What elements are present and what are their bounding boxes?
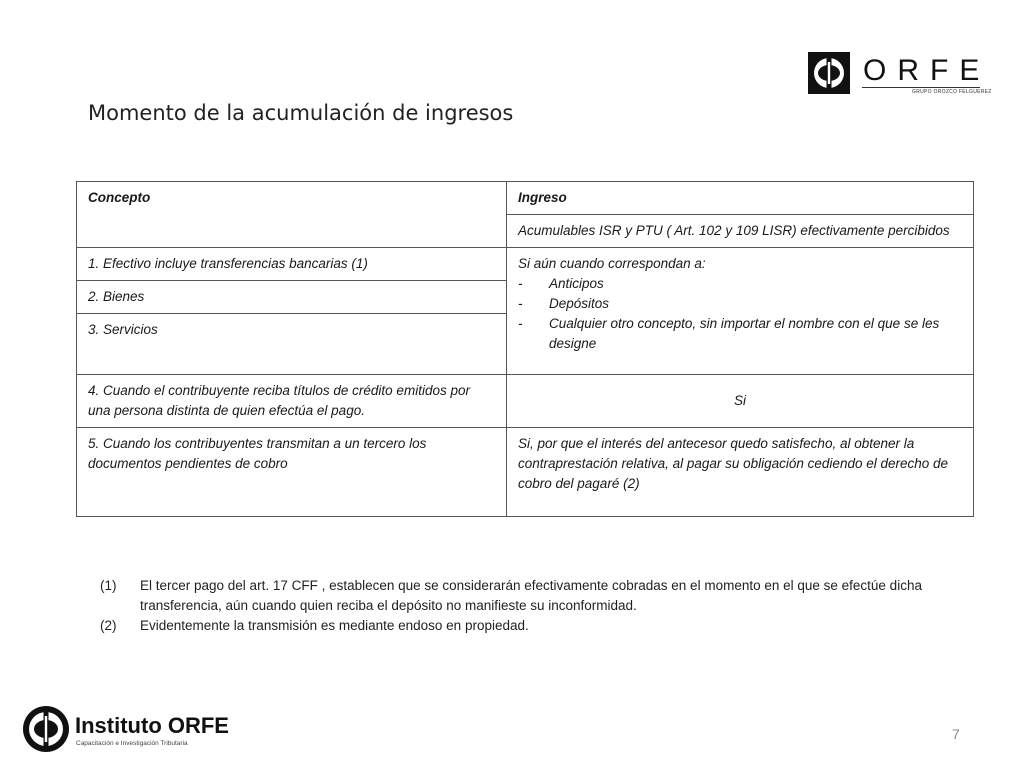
row-documentos-cobro-answer: Si, por que el interés del antecesor quedo satisfecho, al obtener la contraprestación relativa, al pagar su obligación cediendo el derecho de cobro del pagaré (2)	[507, 428, 974, 517]
list-item: - Depósitos	[518, 296, 610, 311]
orfe-logo	[808, 52, 992, 96]
footnote-text: El tercer pago del art. 17 CFF , establecen que se considerarán efectivamente cobradas en el momento en el que se efectúe dicha transferencia, aún cuando quien reciba el depósito no manifieste su inconformidad.	[140, 578, 922, 613]
list-item-text: Cualquier otro concepto, sin importar el nombre con el que se les designe	[549, 316, 940, 351]
orfe-brand-subtitle: GRUPO OROZCO FELGUEREZ	[912, 89, 992, 95]
footnote-number: (2)	[100, 618, 117, 633]
row-titulos-credito-answer: Si	[507, 375, 974, 428]
list-item: - Cualquier otro concepto, sin importar el nombre con el que se les designe	[518, 316, 940, 351]
list-item: - Anticipos	[518, 276, 604, 291]
instituto-orfe-tagline: Capacitación e Investigación Tributaria	[76, 740, 188, 747]
table-row	[77, 248, 974, 281]
row-efectivo: 1. Efectivo incluye transferencias bancarias (1)	[77, 248, 507, 281]
header-concepto: Concepto	[77, 182, 507, 248]
row-bienes: 2. Bienes	[77, 281, 507, 314]
orfe-logo-icon	[22, 705, 70, 753]
footnote-number: (1)	[100, 578, 117, 593]
table-header-row	[77, 182, 974, 215]
row-titulos-credito: 4. Cuando el contribuyente reciba títulos de crédito emitidos por una persona distinta de quien efectúa el pago.	[77, 375, 507, 428]
orfe-brand-text: ORFE	[863, 54, 991, 87]
footnotes	[100, 576, 970, 636]
orfe-logo-rule	[862, 87, 980, 88]
page-number: 7	[952, 726, 960, 742]
items-answer-intro: Si aún cuando correspondan a:	[518, 256, 706, 271]
items-answer-cell	[507, 248, 974, 375]
table-row	[77, 375, 974, 428]
table-row	[77, 428, 974, 517]
items-answer-list	[518, 274, 962, 354]
row-documentos-cobro: 5. Cuando los contribuyentes transmitan a un tercero los documentos pendientes de cobro	[77, 428, 507, 517]
list-item-text: Depósitos	[549, 296, 610, 311]
instituto-orfe-logo	[22, 705, 272, 755]
instituto-orfe-name: Instituto ORFE	[75, 713, 229, 738]
footnote-1	[100, 576, 970, 616]
footnote-text: Evidentemente la transmisión es mediante endoso en propiedad.	[140, 618, 529, 633]
list-item-text: Anticipos	[549, 276, 604, 291]
orfe-logo-icon	[808, 52, 850, 94]
slide-title: Momento de la acumulación de ingresos	[88, 101, 514, 125]
footnote-2	[100, 616, 970, 636]
subheader-acumulables: Acumulables ISR y PTU ( Art. 102 y 109 LISR) efectivamente percibidos	[507, 215, 974, 248]
header-ingreso: Ingreso	[507, 182, 974, 215]
income-accumulation-table	[76, 181, 974, 517]
row-servicios: 3. Servicios	[77, 314, 507, 375]
